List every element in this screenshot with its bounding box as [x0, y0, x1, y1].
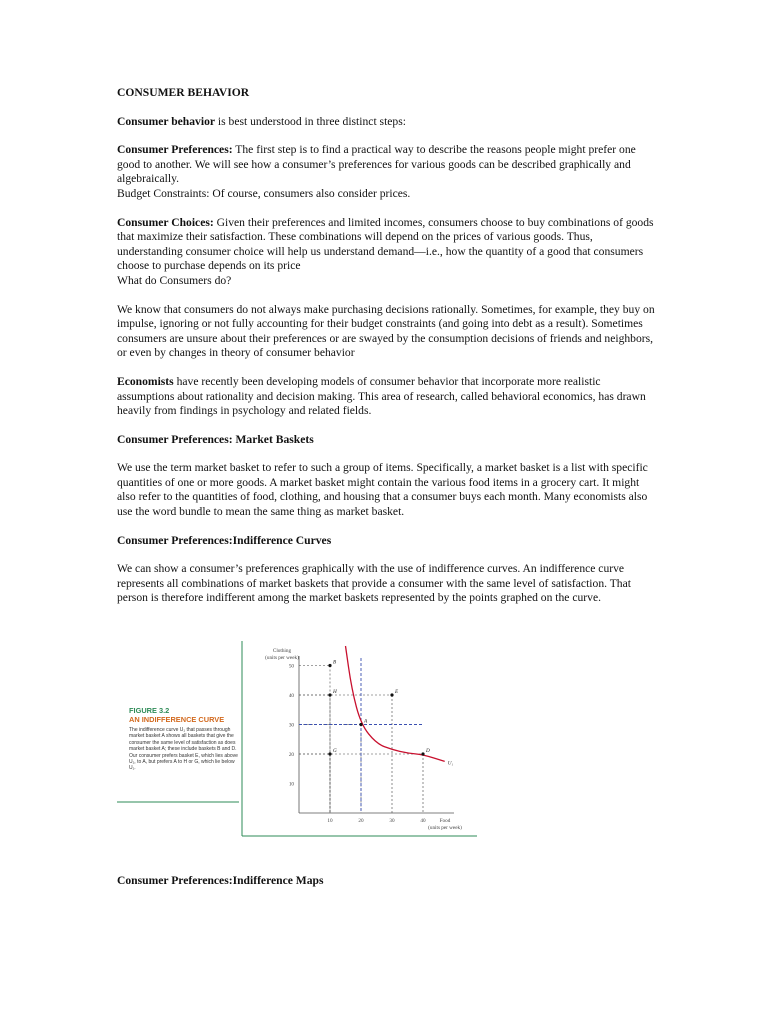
- choices-paragraph: Consumer Choices: Given their preferences and limited incomes, consumers choose to buy combinations of goods that maximize their satisfaction. These combinations will depend on the prices of various goods. Thus, understanding consumer choice will help us understand demand—i.e., how the quantity of a good that consumers choose to purchase depends on its price What do Consumers do?: [117, 215, 654, 287]
- market-baskets-paragraph: We use the term market basket to refer to such a group of items. Specifically, a market basket is a list with specific quantities of one or more goods. A market basket might contain the various food items in a grocery cart. It might also refer to the quantities of food, clothing, and housing that a consumer buys each month. Many economists also use the word bundle to mean the same thing as market basket.: [117, 461, 648, 519]
- figure-caption: [129, 706, 241, 772]
- x-tick-label: 30: [389, 818, 395, 824]
- budget-line: Budget Constraints: Of course, consumers also consider prices.: [117, 186, 411, 200]
- intro-paragraph: Consumer behavior is best understood in three distinct steps:: [117, 114, 406, 128]
- point-label: G: [333, 748, 337, 754]
- point-marker: [359, 723, 362, 726]
- document-body: [117, 86, 657, 620]
- point-marker: [328, 752, 331, 755]
- x-tick-label: 20: [358, 818, 364, 824]
- x-tick-label: 10: [327, 818, 333, 824]
- point-marker: [328, 693, 331, 696]
- y-tick-label: 20: [288, 752, 294, 758]
- y-tick-label: 10: [288, 781, 294, 788]
- y-tick-label: 30: [288, 722, 294, 729]
- document-title: CONSUMER BEHAVIOR: [117, 86, 250, 99]
- x-axis-label-line: (units per week): [428, 825, 462, 831]
- rationality-paragraph: We know that consumers do not always make purchasing decisions rationally. Sometimes, for example, they buy on impulse, ignoring or not fully accounting for their budget constraints (and going into debt as a result). Sometimes consumers are unsure about their preferences or are swayed by the consumption decisions of friends and neighbors, or even by changes in theory of consumer behavior: [117, 302, 655, 360]
- x-tick-label: 40: [420, 818, 426, 824]
- x-axis-label-line: Food: [439, 818, 451, 824]
- figure-number: FIGURE 3.2: [129, 706, 170, 715]
- indifference-curve-u1: [346, 646, 445, 761]
- y-axis-label-line: Clothing: [272, 648, 292, 654]
- point-marker: [390, 693, 393, 696]
- economists-paragraph: Economists have recently been developing models of consumer behavior that incorporate more realistic assumptions about rationality and decision making. This area of research, called behavioral economics, has drawn heavily from findings in psychology and related fields.: [117, 374, 646, 418]
- point-marker: [328, 664, 331, 667]
- market-baskets-heading: Consumer Preferences: Market Baskets: [117, 432, 314, 446]
- figure-title: AN INDIFFERENCE CURVE: [129, 715, 225, 724]
- point-marker: [421, 752, 424, 755]
- indifference-curves-heading: Consumer Preferences:Indifference Curves: [117, 533, 332, 547]
- y-axis-label-line: (units per week): [265, 655, 299, 661]
- indifference-maps-heading: Consumer Preferences:Indifference Maps: [117, 874, 324, 887]
- point-label: D: [426, 748, 430, 754]
- figure-caption-text: The indifference curve U₁ that passes through market basket A shows all baskets that give the consumer the same level of satisfaction as does market basket A; these include baskets B and D. Our consumer prefers basket E, which lies above U₁, to A, but prefers A to H or G, which lie below U₁.: [129, 727, 238, 772]
- point-label: B: [333, 659, 337, 666]
- figure-indifference-curve: [117, 636, 481, 842]
- preferences-paragraph: Consumer Preferences: The first step is to find a practical way to describe the reasons people might prefer one good to another. We will see how a consumer’s preferences for various goods can be described graphically and algebraically. Budget Constraints: Of course, consumers also consider prices.: [117, 143, 636, 200]
- point-label: E: [395, 689, 399, 695]
- what-do-line: What do Consumers do?: [117, 273, 232, 287]
- point-label: A: [364, 718, 368, 725]
- indifference-curves-paragraph: We can show a consumer’s preferences graphically with the use of indifference curves. An indifference curve represents all combinations of market baskets that provide a consumer with the same level of satisfaction. That person is therefore indifferent among the market baskets represented by the points graphed on the curve.: [117, 562, 631, 605]
- curve-label: U₁: [447, 760, 454, 767]
- y-tick-label: 40: [288, 693, 294, 699]
- y-tick-label: 50: [288, 663, 294, 670]
- point-label: H: [333, 689, 337, 695]
